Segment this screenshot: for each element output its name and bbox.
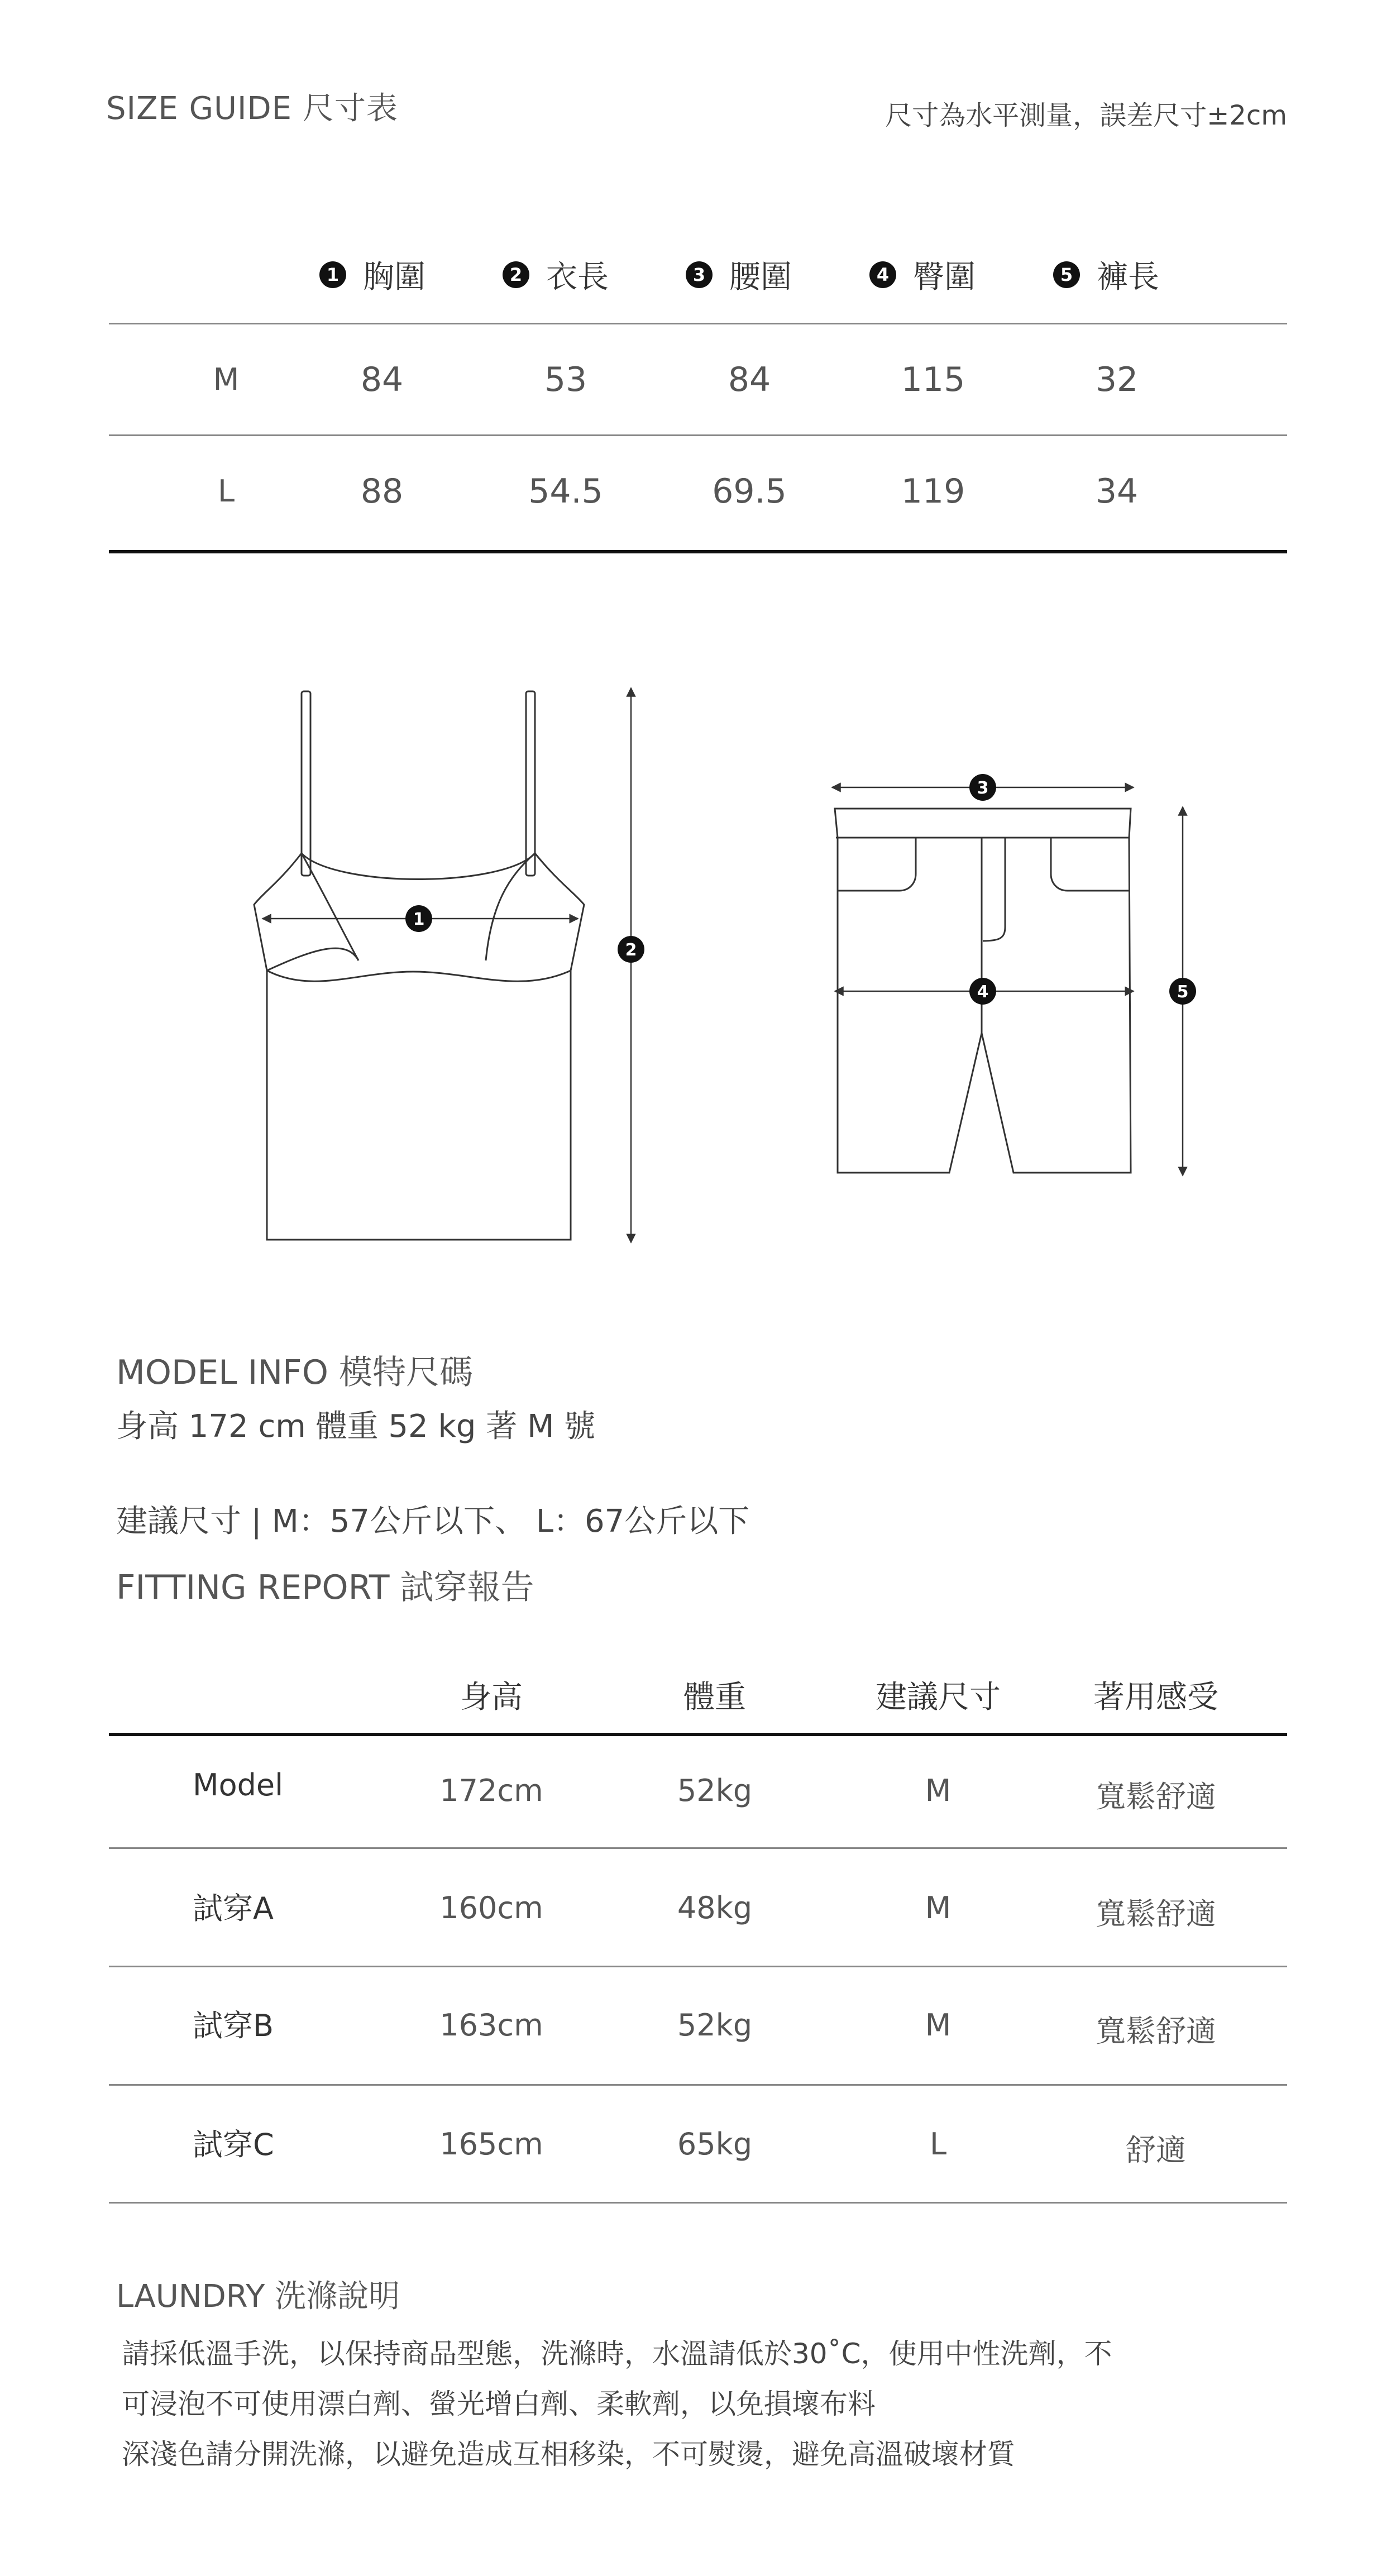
cell-value: 84 bbox=[360, 360, 404, 399]
tester-weight: 48kg bbox=[677, 1890, 753, 1925]
tester-weight: 65kg bbox=[677, 2126, 753, 2162]
tester-feel: 寬鬆舒適 bbox=[1096, 1896, 1216, 1932]
header-height: 身高 bbox=[460, 1679, 523, 1715]
cell-value: 69.5 bbox=[712, 472, 787, 511]
garment-diagram bbox=[0, 659, 1396, 1262]
svg-text:1: 1 bbox=[413, 910, 425, 929]
size-suggestion: 建議尺寸 | M：57公斤以下、 L：67公斤以下 bbox=[116, 1503, 750, 1540]
laundry-title: LAUNDRY 洗滌說明 bbox=[116, 2278, 400, 2315]
cell-value: 34 bbox=[1095, 472, 1139, 511]
marker-5-icon bbox=[1169, 978, 1196, 1005]
cell-value: 119 bbox=[901, 472, 965, 511]
tester-name: 試穿A bbox=[193, 1891, 274, 1926]
header-waist bbox=[686, 252, 792, 297]
marker-2-icon bbox=[618, 936, 644, 963]
header-pants-length bbox=[1053, 252, 1159, 297]
model-info-detail: 身高 172 cm 體重 52 kg 著 M 號 bbox=[116, 1408, 596, 1445]
cell-value: 115 bbox=[901, 360, 965, 399]
tester-size: M bbox=[925, 1773, 952, 1808]
marker-1-icon bbox=[405, 905, 432, 932]
marker-4-icon: 4 bbox=[869, 261, 896, 288]
svg-text:2: 2 bbox=[625, 940, 637, 960]
header-fit-feeling: 著用感受 bbox=[1093, 1679, 1218, 1715]
camisole-top-icon bbox=[254, 691, 584, 1240]
header-weight: 體重 bbox=[683, 1679, 746, 1715]
cell-value: 32 bbox=[1095, 360, 1139, 399]
divider bbox=[109, 434, 1287, 436]
marker-4-icon bbox=[969, 978, 996, 1005]
laundry-line: 深淺色請分開洗滌，以避免造成互相移染，不可熨燙，避免高溫破壞材質 bbox=[122, 2438, 1015, 2470]
marker-2-icon: 2 bbox=[503, 261, 529, 288]
cell-value: 54.5 bbox=[528, 472, 603, 511]
cell-value: 84 bbox=[728, 360, 771, 399]
svg-text:3: 3 bbox=[977, 778, 989, 798]
header-chest bbox=[319, 252, 426, 297]
laundry-line: 可浸泡不可使用漂白劑、螢光增白劑、柔軟劑，以免損壞布料 bbox=[122, 2388, 876, 2420]
header-length bbox=[503, 252, 609, 297]
tester-name: Model bbox=[193, 1767, 284, 1803]
size-guide-title: SIZE GUIDE 尺寸表 bbox=[106, 90, 398, 127]
measurement-note: 尺寸為水平測量，誤差尺寸±2cm bbox=[885, 100, 1287, 131]
header-label: 褲長 bbox=[1097, 259, 1159, 295]
cell-value: 88 bbox=[360, 472, 404, 511]
tester-size: M bbox=[925, 2008, 952, 2043]
divider bbox=[109, 2202, 1287, 2204]
tester-weight: 52kg bbox=[677, 1773, 753, 1808]
tester-size: M bbox=[925, 1890, 952, 1925]
tester-height: 172cm bbox=[439, 1773, 543, 1808]
table-bottom-border bbox=[109, 550, 1287, 553]
divider bbox=[109, 1966, 1287, 1967]
size-label: L bbox=[217, 474, 235, 509]
laundry-line: 請採低溫手洗，以保持商品型態，洗滌時，水溫請低於30˚C，使用中性洗劑，不 bbox=[122, 2338, 1112, 2370]
size-label: M bbox=[213, 362, 240, 397]
svg-text:5: 5 bbox=[1177, 982, 1189, 1002]
tester-size: L bbox=[929, 2126, 947, 2162]
marker-3-icon bbox=[969, 774, 996, 801]
header-label: 腰圍 bbox=[729, 259, 792, 295]
header-suggested-size: 建議尺寸 bbox=[876, 1679, 1001, 1715]
header-label: 臀圍 bbox=[913, 259, 976, 295]
tester-feel: 舒適 bbox=[1126, 2133, 1186, 2168]
svg-text:4: 4 bbox=[977, 982, 989, 1002]
tester-name: 試穿B bbox=[193, 2008, 274, 2043]
tester-feel: 寬鬆舒適 bbox=[1096, 2014, 1216, 2049]
tester-feel: 寬鬆舒適 bbox=[1096, 1779, 1216, 1814]
table-header-border bbox=[109, 1733, 1287, 1736]
laundry-instructions bbox=[122, 2329, 1112, 2479]
marker-1-icon: 1 bbox=[319, 261, 346, 288]
divider bbox=[109, 323, 1287, 324]
cell-value: 53 bbox=[544, 360, 587, 399]
tester-weight: 52kg bbox=[677, 2008, 753, 2043]
marker-5-icon: 5 bbox=[1053, 261, 1080, 288]
fitting-report-title: FITTING REPORT 試穿報告 bbox=[116, 1568, 534, 1607]
marker-3-icon: 3 bbox=[686, 261, 713, 288]
divider bbox=[109, 2084, 1287, 2086]
tester-height: 163cm bbox=[439, 2008, 543, 2043]
divider bbox=[109, 1847, 1287, 1849]
header-label: 胸圍 bbox=[363, 259, 426, 295]
tester-height: 160cm bbox=[439, 1890, 543, 1925]
tester-name: 試穿C bbox=[193, 2127, 274, 2162]
model-info-title: MODEL INFO 模特尺碼 bbox=[116, 1353, 473, 1392]
tester-height: 165cm bbox=[439, 2126, 543, 2162]
header-hip bbox=[869, 252, 976, 297]
header-label: 衣長 bbox=[546, 259, 609, 295]
